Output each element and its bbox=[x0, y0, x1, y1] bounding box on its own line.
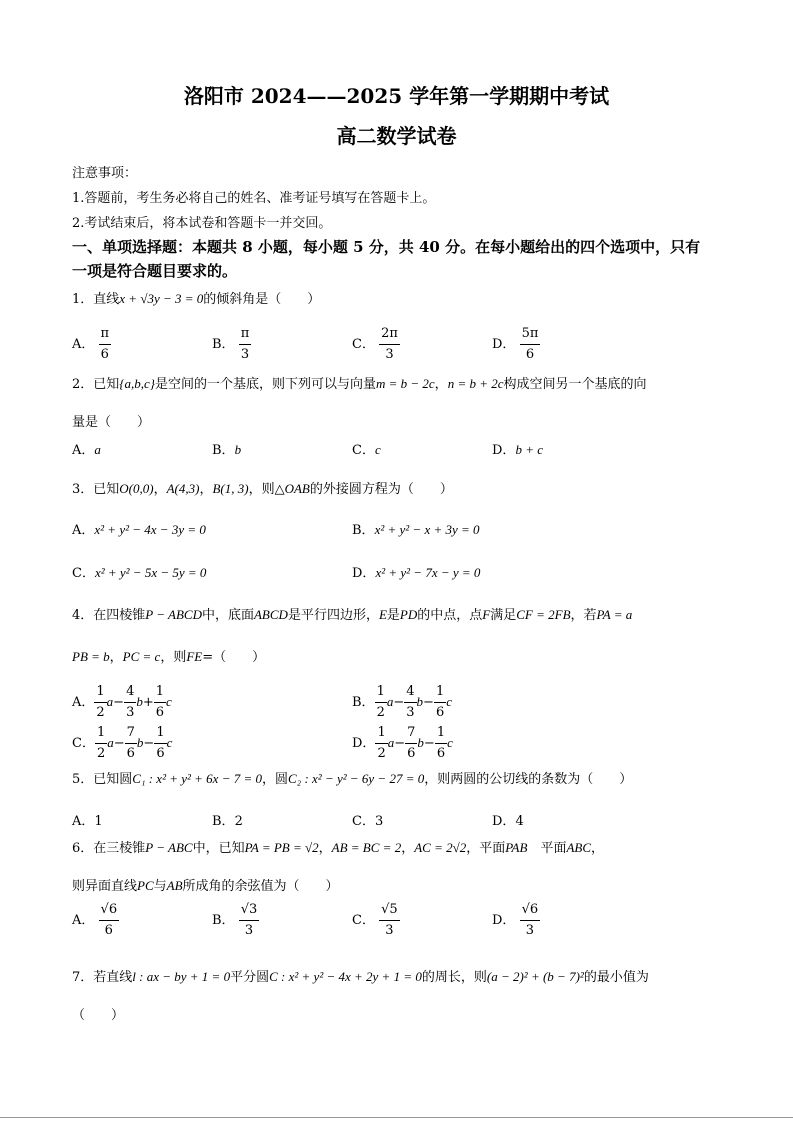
q5-option-b[interactable] bbox=[212, 810, 243, 829]
q6-option-a-den: 6 bbox=[104, 923, 113, 938]
q4-option-vector: c bbox=[166, 735, 173, 750]
q4-option-fraction bbox=[375, 682, 387, 723]
q5-circle-c1: C₁ : x² + y² + 6x − 7 = 0 bbox=[132, 771, 262, 786]
q6-stem-b: 中，已知 bbox=[192, 841, 245, 856]
q6-option-c-label: C． bbox=[352, 913, 375, 928]
q4-option-num: 7 bbox=[405, 723, 417, 744]
q4-option-sign: − bbox=[393, 695, 405, 710]
page-bottom-rule bbox=[0, 1117, 793, 1118]
q4-option-vector: b bbox=[417, 735, 424, 750]
q7-circle-c: C : x² + y² − 4x + 2y + 1 = 0 bbox=[269, 969, 422, 984]
q6-option-d-num: √6 bbox=[520, 900, 541, 921]
q4-option-sign: − bbox=[394, 736, 406, 751]
q6-option-a-label: A． bbox=[72, 913, 95, 928]
q6-option-a[interactable] bbox=[72, 900, 119, 941]
q5-option-d-label: D． bbox=[492, 814, 516, 829]
q6-option-b-fraction bbox=[239, 900, 260, 941]
q1-option-d-den: 6 bbox=[525, 347, 535, 362]
q2-stem-b: 是空间的一个基底，则下列可以与向量 bbox=[154, 377, 376, 392]
q4-option-sign: − bbox=[423, 736, 435, 751]
q5-option-b-label: B． bbox=[212, 814, 235, 829]
q2-option-c[interactable] bbox=[352, 439, 381, 458]
q4-option-fraction bbox=[125, 723, 137, 764]
q1-option-c-num: 2π bbox=[379, 324, 400, 345]
q1-option-a[interactable] bbox=[72, 324, 111, 365]
q6-stem-d: 平面 bbox=[540, 841, 567, 856]
exam-subtitle: 高二数学试卷 bbox=[336, 124, 457, 148]
q4-stem-f: 满足 bbox=[490, 608, 517, 623]
q3-option-d-text: x² + y² − 7x − y = 0 bbox=[375, 565, 481, 580]
q1-stem-b: 的倾斜角是（ ） bbox=[203, 292, 321, 307]
q4-option-fraction bbox=[434, 682, 446, 723]
q2-option-c-text: c bbox=[374, 442, 381, 457]
q6-stem-g: 与 bbox=[153, 879, 167, 894]
q4-option-den: 6 bbox=[156, 746, 165, 761]
q6-stem-f: 则异面直线 bbox=[72, 879, 138, 894]
q4-cf-relation: CF = 2FB bbox=[516, 607, 571, 622]
q5-option-c[interactable] bbox=[352, 810, 383, 829]
q6-option-d[interactable] bbox=[492, 900, 540, 941]
q2-basis-set: {a,b,c} bbox=[119, 376, 155, 391]
q4-option-fraction bbox=[94, 682, 106, 723]
notes-heading: 注意事项： bbox=[72, 166, 138, 181]
q6-stem-c: ，平面 bbox=[466, 841, 506, 856]
q6-option-b[interactable] bbox=[212, 900, 259, 941]
q4-option-d[interactable] bbox=[352, 723, 453, 764]
question-7-stem bbox=[72, 966, 649, 985]
q4-option-fraction bbox=[154, 682, 166, 723]
q5-option-d-text: 4 bbox=[515, 814, 524, 829]
q7-line-l: l : ax − by + 1 = 0 bbox=[132, 969, 231, 984]
q3-option-a-label: A． bbox=[72, 523, 95, 538]
q4-option-fraction bbox=[375, 723, 387, 764]
q4-segment-pd: PD bbox=[399, 607, 418, 622]
q4-option-vector: a bbox=[386, 694, 394, 709]
q4-option-num: 7 bbox=[125, 723, 137, 744]
q4-pyramid: P − ABCD bbox=[145, 607, 202, 622]
q4-option-vector: a bbox=[387, 735, 395, 750]
q4-stem-a: 4．在四棱锥 bbox=[72, 608, 146, 623]
q7-stem-b: 平分圆 bbox=[230, 970, 270, 985]
q1-option-c-fraction bbox=[379, 324, 400, 365]
q2-option-a[interactable] bbox=[72, 439, 101, 458]
q4-option-vector: c bbox=[166, 694, 172, 709]
q4-fe: FE bbox=[186, 649, 203, 664]
question-4-stem bbox=[72, 604, 632, 623]
q6-option-a-num: √6 bbox=[99, 900, 120, 921]
q6-option-c[interactable] bbox=[352, 900, 400, 941]
q6-stem-a: 6．在三棱锥 bbox=[72, 841, 146, 856]
q6-stem-h: 所成角的余弦值为（ ） bbox=[182, 879, 339, 894]
q4-stem-c: 是平行四边形， bbox=[287, 608, 379, 623]
q4-option-num: 1 bbox=[94, 682, 106, 703]
q4-option-fraction bbox=[95, 723, 107, 764]
q6-line-ab: AB bbox=[166, 878, 183, 893]
q5-option-c-text: 3 bbox=[374, 814, 384, 829]
q3-stem-c: 的外接圆方程为（ ） bbox=[309, 482, 453, 497]
q6-ab-bc: AB = BC = 2 bbox=[331, 840, 402, 855]
q4-option-num: 1 bbox=[154, 723, 166, 744]
q1-option-b-den: 3 bbox=[240, 347, 250, 362]
q6-plane-pab: PAB bbox=[505, 840, 528, 855]
q6-option-b-label: B． bbox=[212, 913, 235, 928]
q4-option-fraction bbox=[404, 682, 416, 723]
q6-option-b-num: √3 bbox=[239, 900, 260, 921]
q4-option-sign: − bbox=[113, 736, 125, 751]
q7-expression: (a − 2)² + (b − 7)² bbox=[486, 969, 584, 984]
q1-option-d-label: D． bbox=[492, 337, 516, 352]
q4-pc: PC = c bbox=[122, 649, 161, 664]
question-6-stem: 6．在三棱锥P − ABC中，已知PA = PB = √2，AB = BC = 2，AC = 2√2，平面PAB 平面ABC， bbox=[72, 840, 605, 856]
q3-stem-b: ，则 bbox=[248, 482, 275, 497]
q2-stem-continued: 量是（ ） bbox=[72, 415, 151, 430]
q1-option-a-den: 6 bbox=[100, 347, 109, 362]
notes-item-2: 2.考试结束后，将本试卷和答题卡一并交回。 bbox=[72, 216, 332, 231]
q4-option-vector: a bbox=[107, 735, 114, 750]
q4-option-fraction bbox=[154, 723, 166, 764]
q5-stem-b: ，圆 bbox=[262, 772, 289, 787]
q4-option-den: 2 bbox=[376, 705, 385, 720]
q3-option-b[interactable] bbox=[352, 519, 480, 538]
q4-option-num: 1 bbox=[434, 682, 446, 703]
q4-option-den: 2 bbox=[96, 746, 106, 761]
q2-option-d-text: b + c bbox=[515, 442, 543, 457]
q4-pb: PB = b bbox=[72, 649, 110, 664]
q4-point-f: F bbox=[482, 607, 491, 622]
notes-item-1: 1.答题前，考生务必将自己的姓名、准考证号填写在答题卡上。 bbox=[72, 191, 436, 206]
q6-stem-e: ， bbox=[591, 841, 605, 856]
q4-option-num: 1 bbox=[154, 682, 166, 703]
q4-option-vector: c bbox=[446, 694, 452, 709]
q6-option-d-label: D． bbox=[492, 913, 516, 928]
q4-option-den: 6 bbox=[435, 705, 445, 720]
q4-option-den: 6 bbox=[407, 746, 416, 761]
q4-option-sign: − bbox=[143, 736, 155, 751]
q5-option-b-text: 2 bbox=[234, 814, 243, 829]
q4-option-vector: b bbox=[136, 694, 143, 709]
q6-option-c-fraction bbox=[379, 900, 400, 941]
q5-option-d[interactable] bbox=[492, 810, 524, 829]
q2-option-b[interactable] bbox=[212, 439, 241, 458]
q4-point-e: E bbox=[378, 607, 387, 622]
q1-option-d-num: 5π bbox=[520, 324, 541, 345]
q3-stem-a: 3．已知 bbox=[72, 482, 120, 497]
q4-option-den: 6 bbox=[126, 746, 135, 761]
q3-option-c[interactable] bbox=[72, 562, 206, 581]
q4-option-den: 6 bbox=[436, 746, 446, 761]
q4-option-label: A． bbox=[72, 695, 95, 710]
question-1-stem bbox=[72, 288, 320, 307]
q4-option-vector: a bbox=[106, 694, 114, 709]
q4-option-vector: b bbox=[136, 735, 144, 750]
q4-option-den: 3 bbox=[126, 705, 135, 720]
q6-option-d-fraction bbox=[520, 900, 541, 941]
q2-option-d[interactable] bbox=[492, 439, 543, 458]
q4-base: ABCD bbox=[253, 607, 288, 622]
q4-option-sign: − bbox=[423, 695, 434, 710]
q6-option-b-den: 3 bbox=[244, 923, 254, 938]
q4-option-den: 6 bbox=[155, 705, 165, 720]
q2-stem-a: 2．已知 bbox=[72, 377, 120, 392]
q5-stem-c: ，则两圆的公切线的条数为（ ） bbox=[424, 772, 633, 787]
q3-point-a: A(4,3) bbox=[166, 481, 200, 496]
q5-option-c-label: C． bbox=[352, 814, 375, 829]
q3-option-b-text: x² + y² − x + 3y = 0 bbox=[374, 522, 480, 537]
q5-circle-c2: C₂ : x² − y² − 6y − 27 = 0 bbox=[288, 771, 425, 786]
q3-point-b: B(1, 3) bbox=[212, 481, 249, 496]
q4-option-num: 4 bbox=[404, 682, 416, 703]
q3-option-d-label: D． bbox=[352, 566, 376, 581]
q6-pyramid: P − ABC bbox=[145, 840, 193, 855]
q4-stem-i: =（ ） bbox=[202, 650, 266, 665]
q6-ac: AC = 2√2 bbox=[414, 840, 467, 855]
q4-option-label: C． bbox=[72, 736, 95, 751]
q3-option-d[interactable] bbox=[352, 562, 480, 581]
q3-point-o: O(0,0) bbox=[119, 481, 154, 496]
q6-option-c-num: √5 bbox=[379, 900, 400, 921]
q4-option-fraction bbox=[124, 682, 136, 723]
q4-option-a[interactable] bbox=[72, 682, 172, 723]
q4-stem-e: 的中点，点 bbox=[417, 608, 483, 623]
q3-option-a-text: x² + y² − 4x − 3y = 0 bbox=[94, 522, 206, 537]
question-6-stem-continued bbox=[72, 875, 339, 894]
q1-option-a-label: A． bbox=[72, 337, 95, 352]
exam-title: 洛阳市 2024——2025 学年第一学期期中考试 bbox=[183, 84, 610, 108]
q1-option-d[interactable] bbox=[492, 324, 540, 365]
q4-option-num: 4 bbox=[124, 682, 136, 703]
q3-option-a[interactable] bbox=[72, 519, 206, 538]
q3-option-b-label: B． bbox=[352, 523, 375, 538]
q4-stem-b: 中，底面 bbox=[201, 608, 254, 623]
q6-option-a-fraction bbox=[99, 900, 120, 941]
q4-option-c[interactable] bbox=[72, 723, 172, 764]
q4-option-den: 3 bbox=[406, 705, 415, 720]
q4-option-label: D． bbox=[352, 736, 376, 751]
section-heading-line-2: 一项是符合题目要求的。 bbox=[72, 262, 238, 280]
q5-stem-a: 5．已知圆 bbox=[72, 772, 133, 787]
q4-stem-d: 是 bbox=[386, 608, 400, 623]
q1-option-d-fraction bbox=[520, 324, 541, 365]
section-heading-line-1: 一、单项选择题：本题共 8 小题，每小题 5 分，共 40 分。在每小题给出的四个选项中，只有 bbox=[72, 238, 701, 256]
q1-option-c-label: C． bbox=[352, 337, 375, 352]
q7-stem-d: 的最小值为 bbox=[583, 970, 649, 985]
q3-option-c-text: x² + y² − 5x − 5y = 0 bbox=[94, 565, 207, 580]
q4-option-b[interactable] bbox=[352, 682, 452, 723]
q4-option-num: 1 bbox=[435, 723, 447, 744]
q4-option-num: 1 bbox=[375, 723, 387, 744]
q4-option-fraction bbox=[405, 723, 417, 764]
q3-triangle: △OAB bbox=[274, 481, 310, 496]
q5-option-a-text: 1 bbox=[94, 814, 103, 829]
q6-line-pc: PC bbox=[137, 878, 154, 893]
q4-option-den: 2 bbox=[96, 705, 105, 720]
q4-option-label: B． bbox=[352, 695, 375, 710]
q1-equation: x + √3y − 3 = 0 bbox=[119, 291, 204, 306]
q4-stem-h: ，则 bbox=[160, 650, 187, 665]
q1-option-b-num: π bbox=[239, 324, 252, 345]
q4-option-fraction bbox=[435, 723, 447, 764]
q7-answer-paren: （ ） bbox=[72, 1008, 125, 1023]
q4-option-num: 1 bbox=[375, 682, 387, 703]
q6-option-d-den: 3 bbox=[525, 923, 534, 938]
q1-option-b-label: B． bbox=[212, 337, 235, 352]
q1-option-c[interactable] bbox=[352, 324, 400, 365]
q5-option-a[interactable] bbox=[72, 810, 103, 829]
question-3-stem: 3．已知O(0,0)，A(4,3)，B(1, 3)，则△OAB的外接圆方程为（ ） bbox=[72, 481, 453, 497]
q1-stem-a: 1．直线 bbox=[72, 292, 120, 307]
q2-option-d-label: D． bbox=[492, 443, 516, 458]
q1-option-a-num: π bbox=[99, 324, 112, 345]
q4-option-vector: b bbox=[416, 694, 424, 709]
q6-pa-pb: PA = PB = √2 bbox=[244, 840, 319, 855]
question-5-stem bbox=[72, 768, 632, 787]
q4-option-vector: c bbox=[447, 735, 453, 750]
q2-option-b-label: B． bbox=[212, 443, 235, 458]
q7-stem-c: 的周长，则 bbox=[421, 970, 487, 985]
q4-pa: PA = a bbox=[596, 607, 633, 622]
q4-stem-g: ，若 bbox=[570, 608, 597, 623]
q3-option-c-label: C． bbox=[72, 566, 95, 581]
q2-option-c-label: C． bbox=[352, 443, 375, 458]
q4-option-sign: + bbox=[142, 695, 154, 710]
q1-option-b-fraction bbox=[239, 324, 252, 365]
q7-stem-a: 7．若直线 bbox=[72, 970, 133, 985]
q4-option-num: 1 bbox=[95, 723, 107, 744]
q2-stem-c: 构成空间另一个基底的向 bbox=[503, 377, 647, 392]
q2-vector-m: m = b − 2c bbox=[375, 376, 435, 391]
q4-option-den: 2 bbox=[377, 746, 386, 761]
question-4-stem-continued: PB = b，PC = c，则FE=（ ） bbox=[72, 649, 266, 665]
q1-option-a-fraction bbox=[99, 324, 112, 365]
q6-option-c-den: 3 bbox=[385, 923, 394, 938]
q4-option-sign: − bbox=[113, 695, 125, 710]
q1-option-c-den: 3 bbox=[385, 347, 394, 362]
q2-option-a-text: a bbox=[94, 442, 101, 457]
q1-option-b[interactable] bbox=[212, 324, 251, 365]
q5-option-a-label: A． bbox=[72, 814, 95, 829]
q2-option-b-text: b bbox=[234, 442, 242, 457]
q2-vector-n: n = b + 2c bbox=[447, 376, 504, 391]
question-2-stem bbox=[72, 373, 647, 392]
q6-plane-abc: ABC bbox=[566, 840, 592, 855]
q2-option-a-label: A． bbox=[72, 443, 95, 458]
q2-sep: ， bbox=[434, 377, 448, 392]
